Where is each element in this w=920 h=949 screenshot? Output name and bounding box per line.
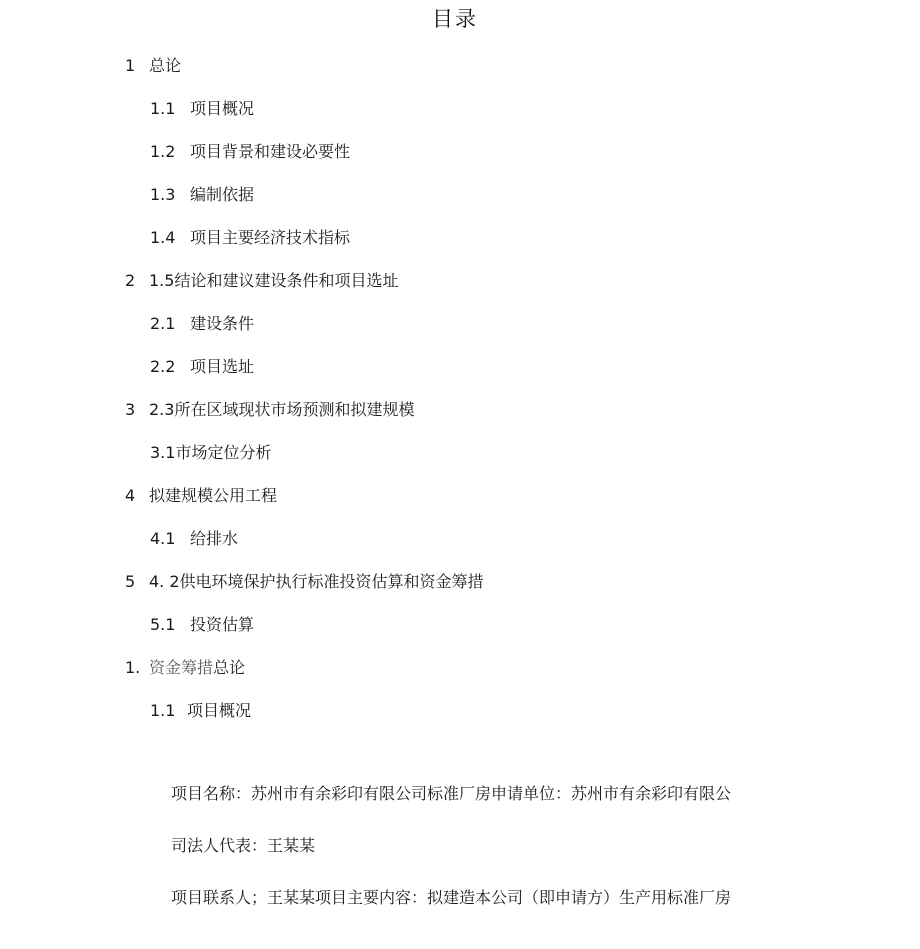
body-paragraph-line: 项目联系人；王某某项目主要内容：拟建造本公司（即申请方）生产用标准厂房 — [171, 888, 732, 907]
toc-number: 2.2 — [150, 357, 176, 376]
toc-number: 2 — [125, 271, 136, 290]
toc-label: 2.3所在区域现状市场预测和拟建规模 — [149, 400, 415, 419]
toc-label: 项目概况 — [187, 701, 252, 720]
toc-item[interactable] — [0, 439, 920, 482]
toc-item[interactable] — [0, 611, 920, 654]
toc-number: 5 — [125, 572, 136, 591]
toc-label: 4. 2供电环境保护执行标准投资估算和资金筹措 — [149, 572, 484, 591]
toc-number: 4.1 — [150, 529, 176, 548]
toc-item[interactable] — [0, 267, 920, 310]
toc-label: 项目概况 — [190, 99, 255, 118]
toc-number: 1.3 — [150, 185, 176, 204]
toc-label-serif: 资金筹措 — [149, 658, 214, 677]
toc-number: 1.1 — [150, 99, 176, 118]
toc-number: 1.2 — [150, 142, 176, 161]
toc-number: 1.1 — [150, 701, 176, 720]
toc-item[interactable] — [0, 482, 920, 525]
toc-label: 3.1市场定位分析 — [150, 443, 272, 462]
toc-number: 5.1 — [150, 615, 176, 634]
toc-label: 项目主要经济技术指标 — [190, 228, 351, 247]
toc-label: 总论 — [149, 56, 182, 75]
toc-number: 1 — [125, 56, 136, 75]
toc-item[interactable] — [0, 181, 920, 224]
toc-label: 项目选址 — [190, 357, 255, 376]
table-of-contents — [0, 52, 920, 740]
toc-item[interactable] — [0, 224, 920, 267]
toc-label: 给排水 — [190, 529, 239, 548]
body-paragraph-line: 项目名称：苏州市有余彩印有限公司标准厂房申请单位：苏州市有余彩印有限公 — [171, 784, 732, 803]
toc-item[interactable] — [0, 52, 920, 95]
toc-item[interactable] — [0, 396, 920, 439]
toc-number: 1.4 — [150, 228, 176, 247]
toc-number: 2.1 — [150, 314, 176, 333]
toc-number: 4 — [125, 486, 136, 505]
toc-item[interactable] — [0, 95, 920, 138]
toc-label: 编制依据 — [190, 185, 255, 204]
toc-number: 3 — [125, 400, 136, 419]
toc-item[interactable] — [0, 697, 920, 740]
toc-item[interactable] — [0, 138, 920, 181]
toc-label: 拟建规模公用工程 — [149, 486, 278, 505]
toc-item[interactable] — [0, 654, 920, 697]
toc-label: 建设条件 — [190, 314, 255, 333]
toc-label: 投资估算 — [190, 615, 255, 634]
page-title: 目录 — [432, 7, 478, 31]
toc-label: 项目背景和建设必要性 — [190, 142, 351, 161]
toc-label: 总论 — [213, 658, 246, 677]
toc-number: 1. — [125, 658, 141, 677]
toc-label: 1.5结论和建议建设条件和项目选址 — [149, 271, 399, 290]
toc-item[interactable] — [0, 568, 920, 611]
toc-item[interactable] — [0, 525, 920, 568]
body-paragraph-line: 司法人代表：王某某 — [171, 836, 316, 855]
toc-item[interactable] — [0, 310, 920, 353]
toc-item[interactable] — [0, 353, 920, 396]
